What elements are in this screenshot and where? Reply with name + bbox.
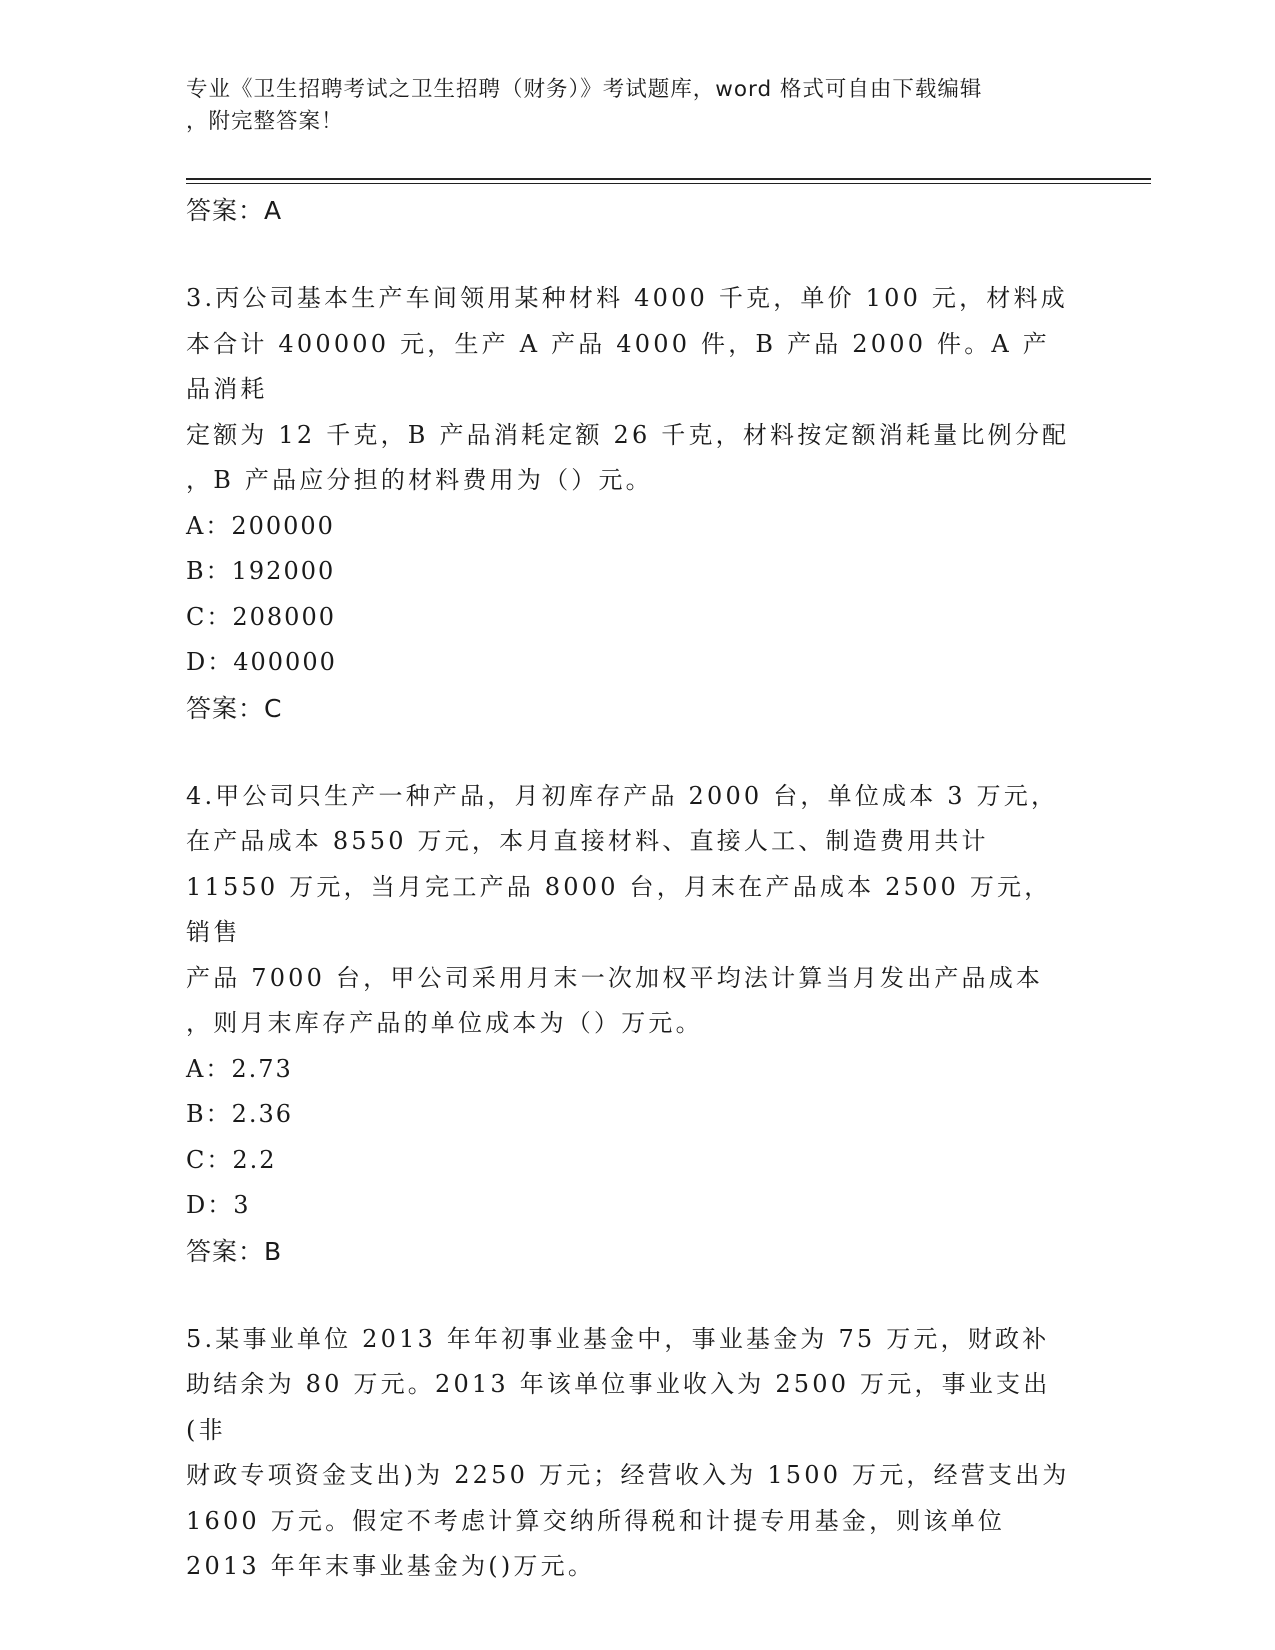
answer-label: 答案：C — [186, 693, 283, 723]
option-a: A：200000 — [186, 511, 335, 540]
question-line: 3.丙公司基本生产车间领用某种材料 4000 千克，单价 100 元，材料成 — [186, 284, 1068, 312]
question-block — [186, 774, 1086, 1275]
question-line: 本合计 400000 元，生产 A 产品 4000 件，B 产品 2000 件。A 产品消耗 — [186, 329, 1050, 403]
option-c: C：2.2 — [186, 1145, 277, 1174]
header-line-2: ，附完整答案！ — [186, 109, 344, 134]
question-line: 11550 万元，当月完工产品 8000 台，月末在产品成本 2500 万元，销售 — [186, 872, 1052, 946]
header-divider-thick — [186, 178, 1151, 180]
question-line: 2013 年年末事业基金为()万元。 — [186, 1552, 596, 1580]
option-d: D：3 — [186, 1191, 251, 1219]
spacer — [186, 234, 1086, 276]
option-c: C：208000 — [186, 602, 336, 631]
question-line: 5.某事业单位 2013 年年初事业基金中，事业基金为 75 万元，财政补 — [186, 1324, 1050, 1353]
answer-label: 答案：A — [186, 196, 283, 225]
option-b: B：192000 — [186, 557, 336, 585]
question-line: 在产品成本 8550 万元，本月直接材料、直接人工、制造费用共计 — [186, 827, 989, 855]
spacer — [186, 732, 1086, 774]
option-a: A：2.73 — [186, 1054, 293, 1083]
question-text — [186, 1317, 1076, 1590]
question-line: 财政专项资金支出)为 2250 万元；经营收入为 1500 万元，经营支出为 — [186, 1461, 1070, 1489]
option-b: B：2.36 — [186, 1100, 294, 1128]
document-body — [186, 188, 1086, 1590]
header-line-1: 专业《卫生招聘考试之卫生招聘（财务）》考试题库，word 格式可自由下载编辑 — [186, 77, 983, 102]
document-header — [186, 74, 1066, 138]
question-line: 4.甲公司只生产一种产品，月初库存产品 2000 台，单位成本 3 万元， — [186, 781, 1059, 810]
question-line: 1600 万元。假定不考虑计算交纳所得税和计提专用基金，则该单位 — [186, 1506, 1006, 1535]
question-line: ，则月末库存产品的单位成本为（）万元。 — [186, 1009, 703, 1037]
question-line: 助结余为 80 万元。2013 年该单位事业收入为 2500 万元，事业支出(非 — [186, 1370, 1051, 1444]
question-text — [186, 276, 1076, 504]
question-block — [186, 1317, 1086, 1590]
question-line: 定额为 12 千克，B 产品消耗定额 26 千克，材料按定额消耗量比例分配 — [186, 420, 1070, 449]
answer-label: 答案：B — [186, 1236, 283, 1266]
question-block — [186, 276, 1086, 732]
header-divider-thin — [186, 183, 1151, 184]
question-line: ，B 产品应分担的材料费用为（）元。 — [186, 466, 653, 494]
option-d: D：400000 — [186, 648, 337, 676]
spacer — [186, 1275, 1086, 1317]
question-text — [186, 774, 1076, 1047]
question-line: 产品 7000 台，甲公司采用月末一次加权平均法计算当月发出产品成本 — [186, 963, 1044, 992]
